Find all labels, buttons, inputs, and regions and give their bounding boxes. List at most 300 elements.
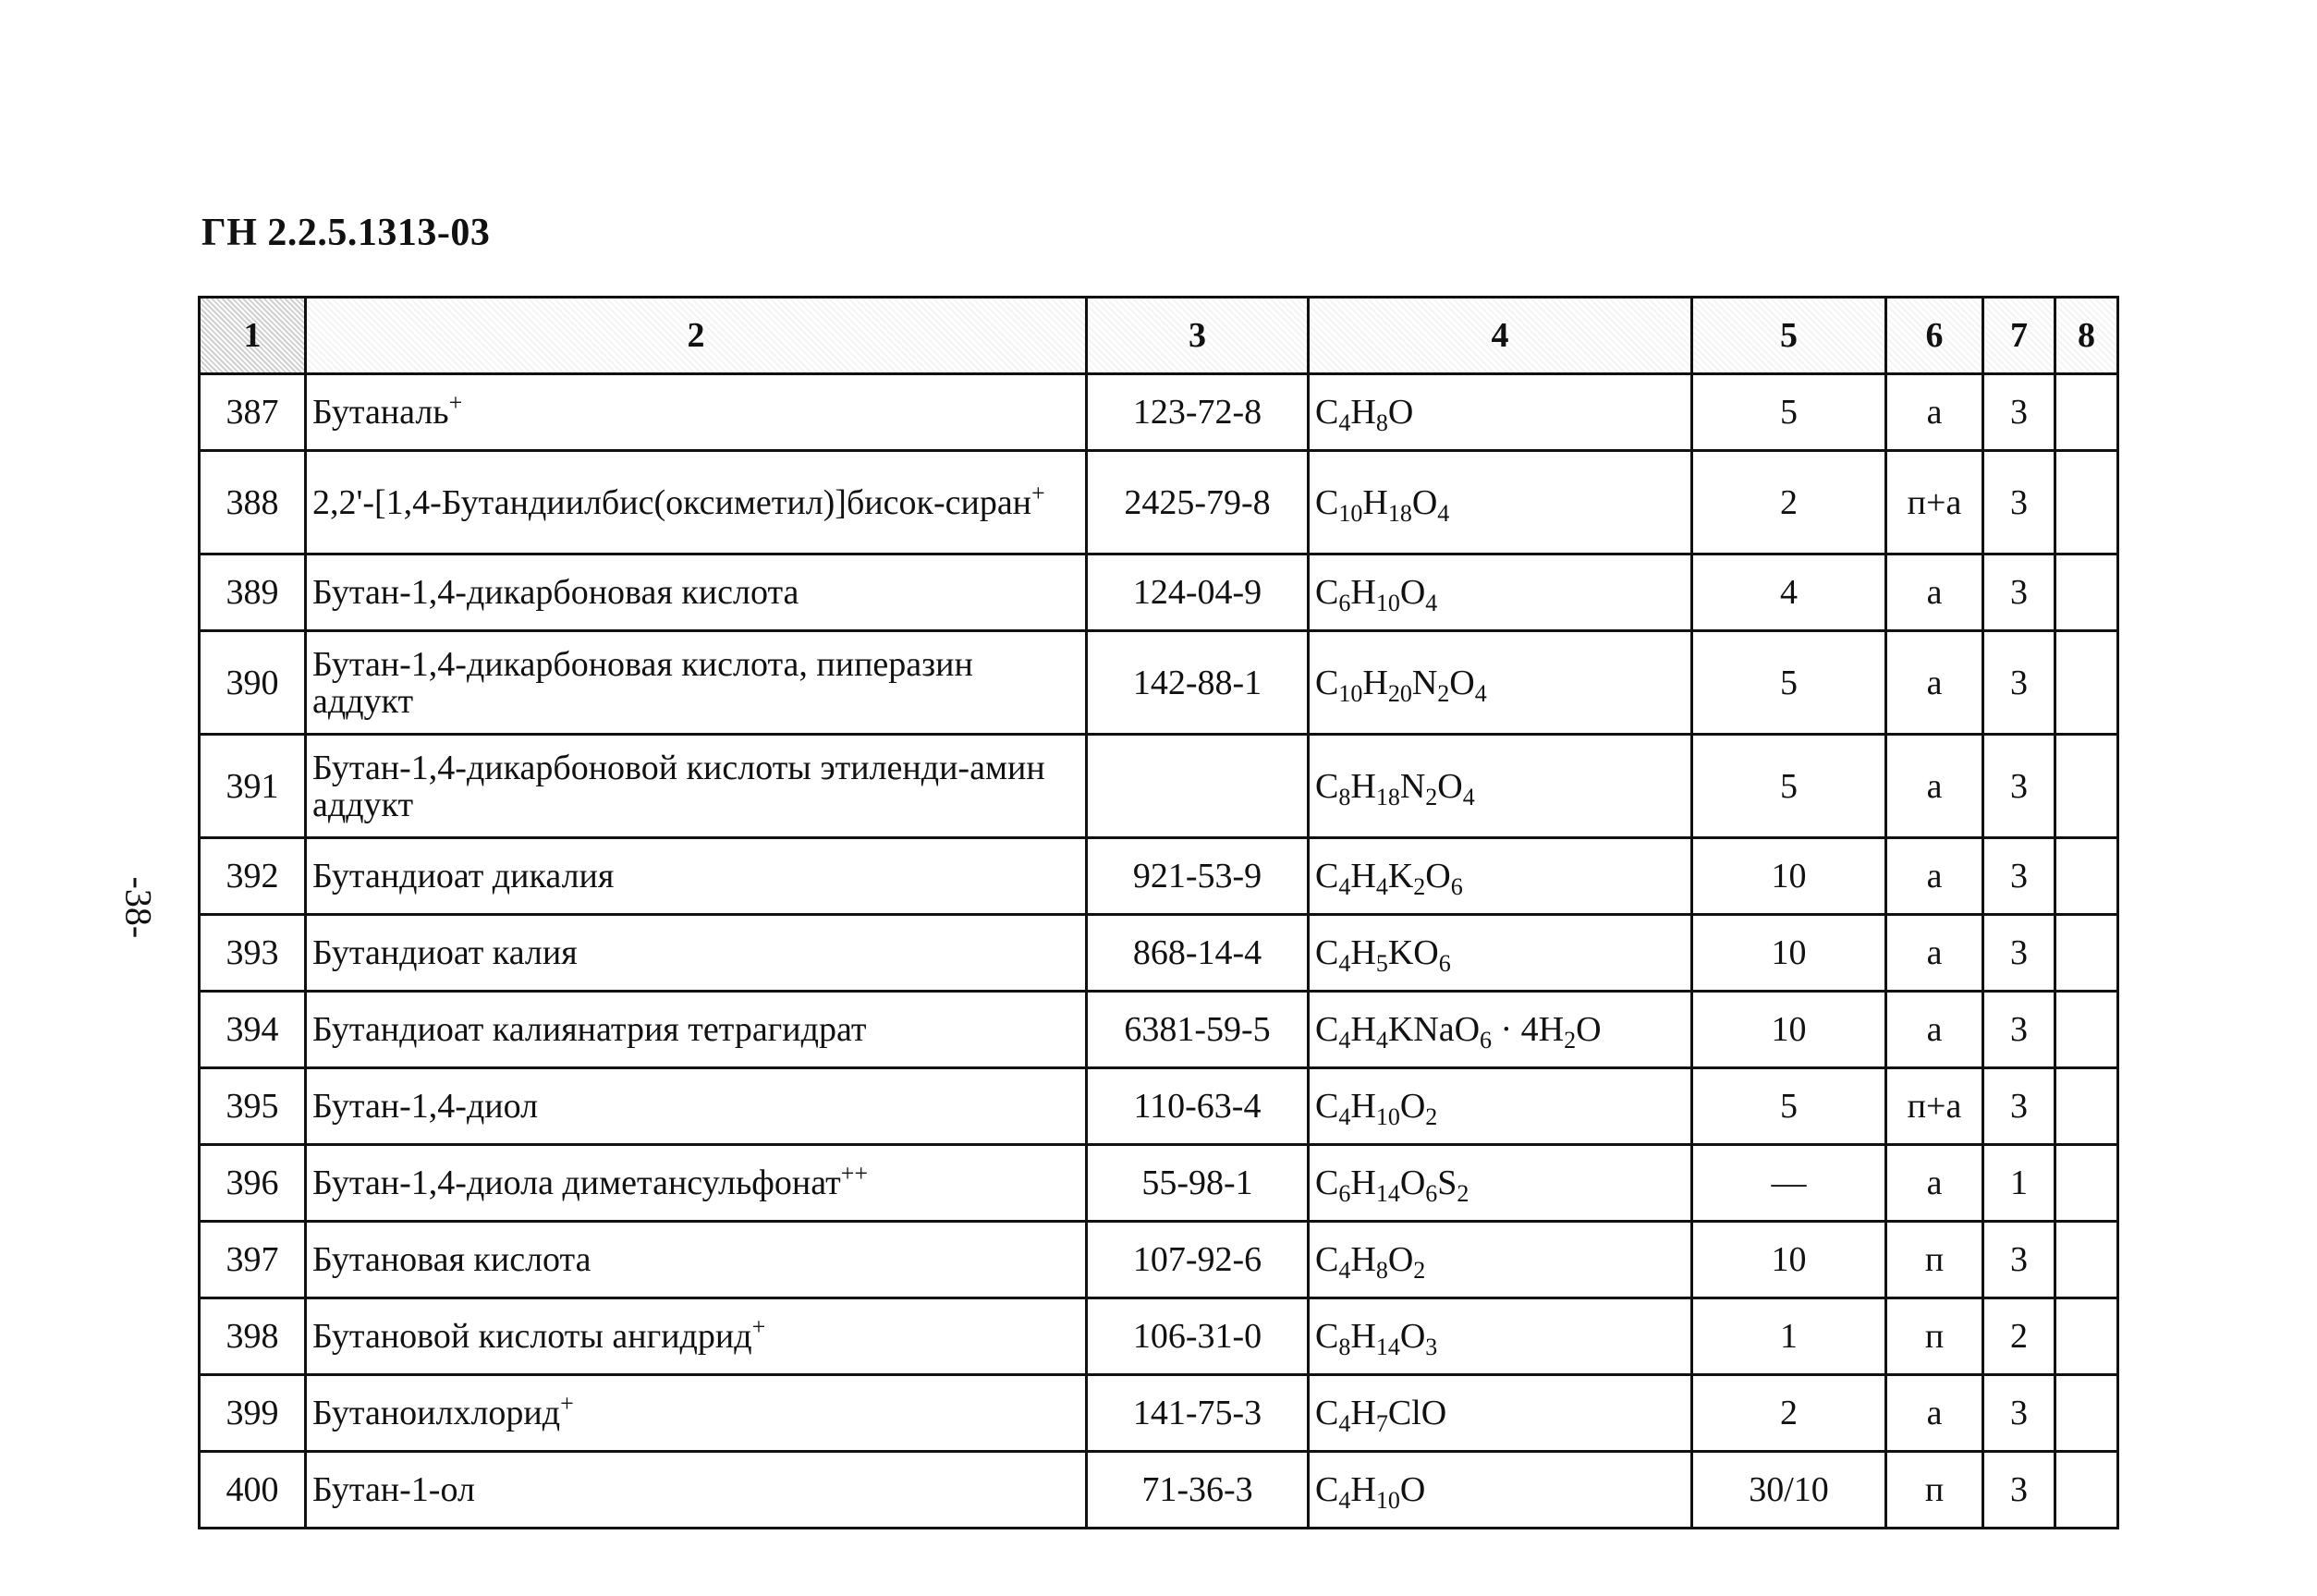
extra-cell — [2055, 554, 2118, 631]
extra-cell — [2055, 1068, 2118, 1145]
substance-name: Бутаналь — [312, 393, 449, 432]
table-row — [200, 631, 2118, 735]
cas-number: 2425-79-8 — [1124, 482, 1271, 522]
value-cell — [1692, 1452, 1886, 1529]
formula-subscript: 2 — [1413, 873, 1426, 900]
hazard-class: 3 — [2010, 663, 2028, 702]
cas-number: 110-63-4 — [1133, 1087, 1262, 1126]
value-cell — [1692, 1222, 1886, 1298]
class-cell — [1983, 915, 2055, 992]
formula-cell — [1309, 1145, 1692, 1222]
substance-name-cell — [306, 1375, 1087, 1452]
substance-mark: ++ — [840, 1160, 869, 1187]
substance-name: Бутан-1,4-дикарбоновой кислоты этиленди-амин аддукт — [312, 748, 1045, 824]
formula-element: H — [1350, 857, 1376, 895]
formula-element: KNaO — [1387, 1010, 1481, 1049]
formula-cell — [1309, 1298, 1692, 1375]
cas-number-cell — [1087, 1298, 1309, 1375]
state-cell — [1886, 1145, 1983, 1222]
substance-name: Бутан-1-ол — [312, 1470, 475, 1509]
formula-cell — [1309, 735, 1692, 838]
value-cell — [1692, 1068, 1886, 1145]
header-col-5: 5 — [1692, 298, 1886, 374]
substance-name: Бутан-1,4-дикарбоновая кислота — [312, 573, 799, 612]
formula-subscript: 10 — [1375, 1487, 1400, 1514]
formula-element: C — [1315, 1394, 1339, 1432]
row-number: 390 — [226, 663, 279, 702]
formula-cell — [1309, 374, 1692, 451]
value: 2 — [1780, 482, 1798, 522]
formula-subscript: 10 — [1338, 499, 1363, 527]
extra-cell — [2055, 838, 2118, 915]
cas-number: 107-92-6 — [1132, 1240, 1262, 1279]
formula-element: H — [1350, 1163, 1376, 1202]
formula-element: C — [1315, 573, 1339, 612]
hazard-class: 1 — [2010, 1163, 2028, 1202]
formula-element: C — [1315, 1470, 1339, 1509]
substance-name: Бутановой кислоты ангидрид — [312, 1317, 752, 1356]
formula-subscript: 18 — [1375, 783, 1400, 810]
aggregate-state: а — [1926, 393, 1943, 432]
formula-subscript: 4 — [1474, 679, 1487, 707]
row-number: 397 — [226, 1240, 279, 1279]
state-cell — [1886, 735, 1983, 838]
formula-subscript: 20 — [1387, 679, 1412, 707]
value-cell — [1692, 631, 1886, 735]
hazard-class: 3 — [2010, 1240, 2028, 1279]
formula-element: C — [1315, 1317, 1339, 1356]
formula-subscript: 4 — [1462, 783, 1475, 810]
formula-cell — [1309, 451, 1692, 554]
class-cell — [1983, 735, 2055, 838]
formula-element: O — [1449, 663, 1475, 702]
row-number: 392 — [226, 857, 279, 895]
row-number-cell — [200, 1068, 306, 1145]
substance-name-cell — [306, 631, 1087, 735]
value: 10 — [1771, 1240, 1807, 1279]
formula-subscript: 10 — [1375, 590, 1400, 616]
cas-number: 55-98-1 — [1141, 1163, 1253, 1202]
formula-subscript: 4 — [1338, 1487, 1351, 1514]
substance-mark: + — [448, 389, 463, 416]
aggregate-state: п — [1924, 1470, 1945, 1509]
formula-element: H — [1350, 1470, 1376, 1509]
hazard-class: 3 — [2010, 933, 2028, 972]
value: 4 — [1780, 573, 1798, 612]
formula-subscript: 2 — [1564, 1027, 1577, 1054]
formula-subscript: 14 — [1375, 1180, 1400, 1207]
hazard-class: 3 — [2010, 766, 2028, 806]
table-row — [200, 1452, 2118, 1529]
aggregate-state: а — [1926, 933, 1943, 972]
state-cell — [1886, 1375, 1983, 1452]
extra-cell — [2055, 1298, 2118, 1375]
formula-subscript: 7 — [1375, 1410, 1388, 1437]
formula-element: C — [1315, 1163, 1339, 1202]
formula-element: O — [1399, 1087, 1426, 1126]
hazard-class: 3 — [2010, 393, 2028, 432]
value-cell — [1692, 451, 1886, 554]
state-cell — [1886, 374, 1983, 451]
formula-cell — [1309, 1375, 1692, 1452]
hazard-class: 3 — [2010, 1470, 2028, 1509]
extra-cell — [2055, 1375, 2118, 1452]
formula-subscript: 4 — [1338, 409, 1351, 436]
aggregate-state: а — [1926, 1163, 1943, 1202]
formula-cell — [1309, 631, 1692, 735]
substance-name-cell — [306, 915, 1087, 992]
formula-element: H — [1350, 933, 1376, 972]
class-cell — [1983, 1222, 2055, 1298]
value: — — [1771, 1163, 1807, 1202]
cas-number-cell — [1087, 1068, 1309, 1145]
state-cell — [1886, 1222, 1983, 1298]
substance-name: Бутандиоат калия — [312, 933, 578, 972]
formula-element: N — [1411, 663, 1438, 702]
hazard-class: 3 — [2010, 1087, 2028, 1126]
state-cell — [1886, 451, 1983, 554]
substance-name-cell — [306, 1145, 1087, 1222]
value: 5 — [1780, 393, 1798, 432]
substances-table — [198, 296, 2119, 1529]
formula-element: ClO — [1387, 1394, 1447, 1432]
substance-name-cell — [306, 554, 1087, 631]
extra-cell — [2055, 1145, 2118, 1222]
substance-name: Бутаноилхлорид — [312, 1394, 561, 1432]
cas-number: 106-31-0 — [1132, 1317, 1262, 1356]
hazard-class: 2 — [2010, 1317, 2028, 1356]
cas-number-cell — [1087, 451, 1309, 554]
formula-element: O — [1387, 1240, 1414, 1279]
substance-name: Бутандиоат дикалия — [312, 857, 615, 895]
formula-element: · 4H — [1492, 1010, 1565, 1049]
formula-element: C — [1315, 933, 1339, 972]
formula-cell — [1309, 838, 1692, 915]
table-row — [200, 1375, 2118, 1452]
class-cell — [1983, 554, 2055, 631]
formula-element: H — [1350, 573, 1376, 612]
formula-element: N — [1399, 766, 1426, 806]
substance-name: Бутановая кислота — [312, 1240, 591, 1279]
formula-subscript: 8 — [1338, 1334, 1351, 1360]
formula-subscript: 6 — [1480, 1027, 1493, 1054]
cas-number-cell — [1087, 554, 1309, 631]
formula-element: H — [1350, 1010, 1376, 1049]
row-number: 394 — [226, 1010, 279, 1049]
table-row — [200, 992, 2118, 1068]
substance-name: Бутан-1,4-диол — [312, 1087, 539, 1126]
value: 2 — [1780, 1394, 1798, 1432]
formula-element: O — [1399, 1317, 1426, 1356]
formula-element: C — [1315, 1010, 1339, 1049]
formula-subscript: 2 — [1413, 1257, 1426, 1284]
substance-mark: + — [1031, 479, 1045, 506]
class-cell — [1983, 838, 2055, 915]
table-row — [200, 1298, 2118, 1375]
formula-subscript: 10 — [1375, 1103, 1400, 1130]
formula-cell — [1309, 1222, 1692, 1298]
header-col-4: 4 — [1309, 298, 1692, 374]
extra-cell — [2055, 915, 2118, 992]
formula-element: O — [1411, 482, 1438, 522]
formula-subscript: 8 — [1375, 409, 1388, 436]
value: 10 — [1771, 1010, 1807, 1049]
state-cell — [1886, 554, 1983, 631]
cas-number-cell — [1087, 992, 1309, 1068]
cas-number: 124-04-9 — [1132, 573, 1262, 612]
page-number: -38- — [117, 876, 160, 939]
formula-subscript: 5 — [1375, 950, 1388, 977]
state-cell — [1886, 1068, 1983, 1145]
formula-subscript: 6 — [1425, 1180, 1438, 1207]
header-col-3: 3 — [1087, 298, 1309, 374]
cas-number-cell — [1087, 915, 1309, 992]
formula-element: C — [1315, 1240, 1339, 1279]
row-number-cell — [200, 1222, 306, 1298]
cas-number: 868-14-4 — [1132, 933, 1262, 972]
cas-number: 141-75-3 — [1132, 1394, 1262, 1432]
row-number: 393 — [226, 933, 279, 972]
aggregate-state: а — [1926, 1394, 1943, 1432]
formula-subscript: 10 — [1338, 679, 1363, 707]
row-number: 400 — [226, 1470, 279, 1509]
extra-cell — [2055, 451, 2118, 554]
row-number-cell — [200, 915, 306, 992]
table-row — [200, 374, 2118, 451]
table-header-row — [200, 298, 2118, 374]
cas-number: 123-72-8 — [1132, 393, 1262, 432]
class-cell — [1983, 451, 2055, 554]
table-row — [200, 915, 2118, 992]
hazard-class: 3 — [2010, 1394, 2028, 1432]
formula-element: C — [1315, 393, 1339, 432]
aggregate-state: а — [1926, 1010, 1943, 1049]
class-cell — [1983, 631, 2055, 735]
row-number-cell — [200, 1452, 306, 1529]
formula-element: C — [1315, 1087, 1339, 1126]
cas-number-cell — [1087, 735, 1309, 838]
class-cell — [1983, 374, 2055, 451]
substance-name-cell — [306, 735, 1087, 838]
substance-name: 2,2'-[1,4-Бутандиилбис(оксиметил)]бисок-сиран — [312, 482, 1032, 522]
cas-number-cell — [1087, 1452, 1309, 1529]
value: 5 — [1780, 1087, 1798, 1126]
formula-subscript: 14 — [1375, 1334, 1400, 1360]
cas-number: 71-36-3 — [1141, 1470, 1253, 1509]
state-cell — [1886, 992, 1983, 1068]
substance-name: Бутан-1,4-дикарбоновая кислота, пиперазин аддукт — [312, 644, 973, 721]
formula-cell — [1309, 1068, 1692, 1145]
header-col-6: 6 — [1886, 298, 1983, 374]
formula-element: H — [1350, 1394, 1376, 1432]
formula-cell — [1309, 554, 1692, 631]
value: 10 — [1771, 933, 1807, 972]
cas-number-cell — [1087, 631, 1309, 735]
value-cell — [1692, 374, 1886, 451]
hazard-class: 3 — [2010, 482, 2028, 522]
cas-number-cell — [1087, 1375, 1309, 1452]
value: 30/10 — [1749, 1470, 1829, 1509]
row-number: 387 — [226, 393, 279, 432]
formula-cell — [1309, 992, 1692, 1068]
aggregate-state: п+а — [1907, 482, 1962, 522]
formula-subscript: 18 — [1387, 499, 1412, 527]
value-cell — [1692, 838, 1886, 915]
extra-cell — [2055, 631, 2118, 735]
class-cell — [1983, 992, 2055, 1068]
table-row — [200, 735, 2118, 838]
row-number-cell — [200, 631, 306, 735]
substance-name-cell — [306, 1222, 1087, 1298]
aggregate-state: п — [1924, 1240, 1945, 1279]
substance-name-cell — [306, 838, 1087, 915]
header-col-8: 8 — [2055, 298, 2118, 374]
value: 10 — [1771, 857, 1807, 895]
formula-subscript: 8 — [1338, 783, 1351, 810]
formula-element: KO — [1387, 933, 1439, 972]
extra-cell — [2055, 1452, 2118, 1529]
formula-element: O — [1399, 1470, 1426, 1509]
value-cell — [1692, 915, 1886, 992]
cas-number: 6381-59-5 — [1124, 1010, 1271, 1049]
substance-mark: + — [751, 1313, 766, 1340]
row-number-cell — [200, 554, 306, 631]
formula-subscript: 6 — [1438, 950, 1451, 977]
formula-subscript: 6 — [1338, 1180, 1351, 1207]
value: 5 — [1780, 766, 1798, 806]
formula-element: K — [1387, 857, 1414, 895]
cas-number-cell — [1087, 1222, 1309, 1298]
formula-subscript: 6 — [1338, 590, 1351, 616]
cas-number-cell — [1087, 1145, 1309, 1222]
formula-subscript: 2 — [1425, 783, 1438, 810]
state-cell — [1886, 915, 1983, 992]
document-code: ГН 2.2.5.1313-03 — [201, 212, 491, 254]
substance-name-cell — [306, 1452, 1087, 1529]
formula-subscript: 4 — [1375, 1027, 1388, 1054]
formula-subscript: 2 — [1425, 1103, 1438, 1130]
cas-number-cell — [1087, 838, 1309, 915]
aggregate-state: а — [1926, 766, 1943, 806]
cas-number: 142-88-1 — [1132, 663, 1262, 702]
row-number-cell — [200, 838, 306, 915]
formula-subscript: 2 — [1437, 679, 1450, 707]
substance-name: Бутандиоат калиянатрия тетрагидрат — [312, 1010, 867, 1049]
row-number: 398 — [226, 1317, 279, 1356]
row-number: 388 — [226, 482, 279, 522]
formula-element: H — [1350, 1240, 1376, 1279]
formula-element: O — [1576, 1010, 1602, 1049]
formula-element: O — [1437, 766, 1463, 806]
formula-cell — [1309, 915, 1692, 992]
formula-element: H — [1350, 766, 1376, 806]
row-number-cell — [200, 992, 306, 1068]
formula-subscript: 4 — [1338, 1027, 1351, 1054]
row-number: 391 — [226, 766, 279, 806]
aggregate-state: п — [1924, 1317, 1945, 1356]
state-cell — [1886, 631, 1983, 735]
value: 5 — [1780, 663, 1798, 702]
header-col-1: 1 — [200, 298, 306, 374]
class-cell — [1983, 1375, 2055, 1452]
value-cell — [1692, 735, 1886, 838]
row-number: 396 — [226, 1163, 279, 1202]
substance-name-cell — [306, 992, 1087, 1068]
formula-subscript: 4 — [1437, 499, 1450, 527]
substance-name-cell — [306, 1298, 1087, 1375]
header-col-2: 2 — [306, 298, 1087, 374]
formula-element: O — [1387, 393, 1414, 432]
formula-subscript: 4 — [1425, 590, 1438, 616]
formula-element: H — [1350, 1087, 1376, 1126]
extra-cell — [2055, 992, 2118, 1068]
value-cell — [1692, 1298, 1886, 1375]
substance-name-cell — [306, 451, 1087, 554]
formula-subscript: 4 — [1338, 873, 1351, 900]
aggregate-state: п+а — [1907, 1087, 1962, 1126]
row-number: 389 — [226, 573, 279, 612]
row-number-cell — [200, 1145, 306, 1222]
value: 1 — [1780, 1317, 1798, 1356]
formula-cell — [1309, 1452, 1692, 1529]
header-col-7: 7 — [1983, 298, 2055, 374]
formula-subscript: 4 — [1338, 1257, 1351, 1284]
substance-name-cell — [306, 374, 1087, 451]
row-number-cell — [200, 1298, 306, 1375]
cas-number-cell — [1087, 374, 1309, 451]
value-cell — [1692, 992, 1886, 1068]
formula-subscript: 4 — [1338, 950, 1351, 977]
formula-element: H — [1362, 482, 1388, 522]
hazard-class: 3 — [2010, 857, 2028, 895]
formula-element: S — [1437, 1163, 1457, 1202]
row-number-cell — [200, 735, 306, 838]
formula-subscript: 6 — [1450, 873, 1463, 900]
class-cell — [1983, 1298, 2055, 1375]
table-row — [200, 554, 2118, 631]
row-number-cell — [200, 451, 306, 554]
state-cell — [1886, 1452, 1983, 1529]
hazard-class: 3 — [2010, 573, 2028, 612]
table-row — [200, 1068, 2118, 1145]
formula-element: H — [1350, 393, 1376, 432]
formula-subscript: 4 — [1338, 1410, 1351, 1437]
class-cell — [1983, 1068, 2055, 1145]
extra-cell — [2055, 374, 2118, 451]
formula-element: C — [1315, 766, 1339, 806]
formula-subscript: 4 — [1338, 1103, 1351, 1130]
formula-element: H — [1350, 1317, 1376, 1356]
table-row — [200, 1222, 2118, 1298]
class-cell — [1983, 1145, 2055, 1222]
value-cell — [1692, 1145, 1886, 1222]
formula-element: O — [1399, 573, 1426, 612]
state-cell — [1886, 1298, 1983, 1375]
table-body — [200, 374, 2118, 1529]
aggregate-state: а — [1926, 857, 1943, 895]
formula-subscript: 2 — [1457, 1180, 1469, 1207]
row-number: 399 — [226, 1394, 279, 1432]
table-row — [200, 1145, 2118, 1222]
formula-element: H — [1362, 663, 1388, 702]
substance-name-cell — [306, 1068, 1087, 1145]
formula-element: O — [1399, 1163, 1426, 1202]
state-cell — [1886, 838, 1983, 915]
row-number-cell — [200, 374, 306, 451]
cas-number: 921-53-9 — [1132, 857, 1262, 895]
formula-element: O — [1425, 857, 1451, 895]
formula-subscript: 4 — [1375, 873, 1388, 900]
